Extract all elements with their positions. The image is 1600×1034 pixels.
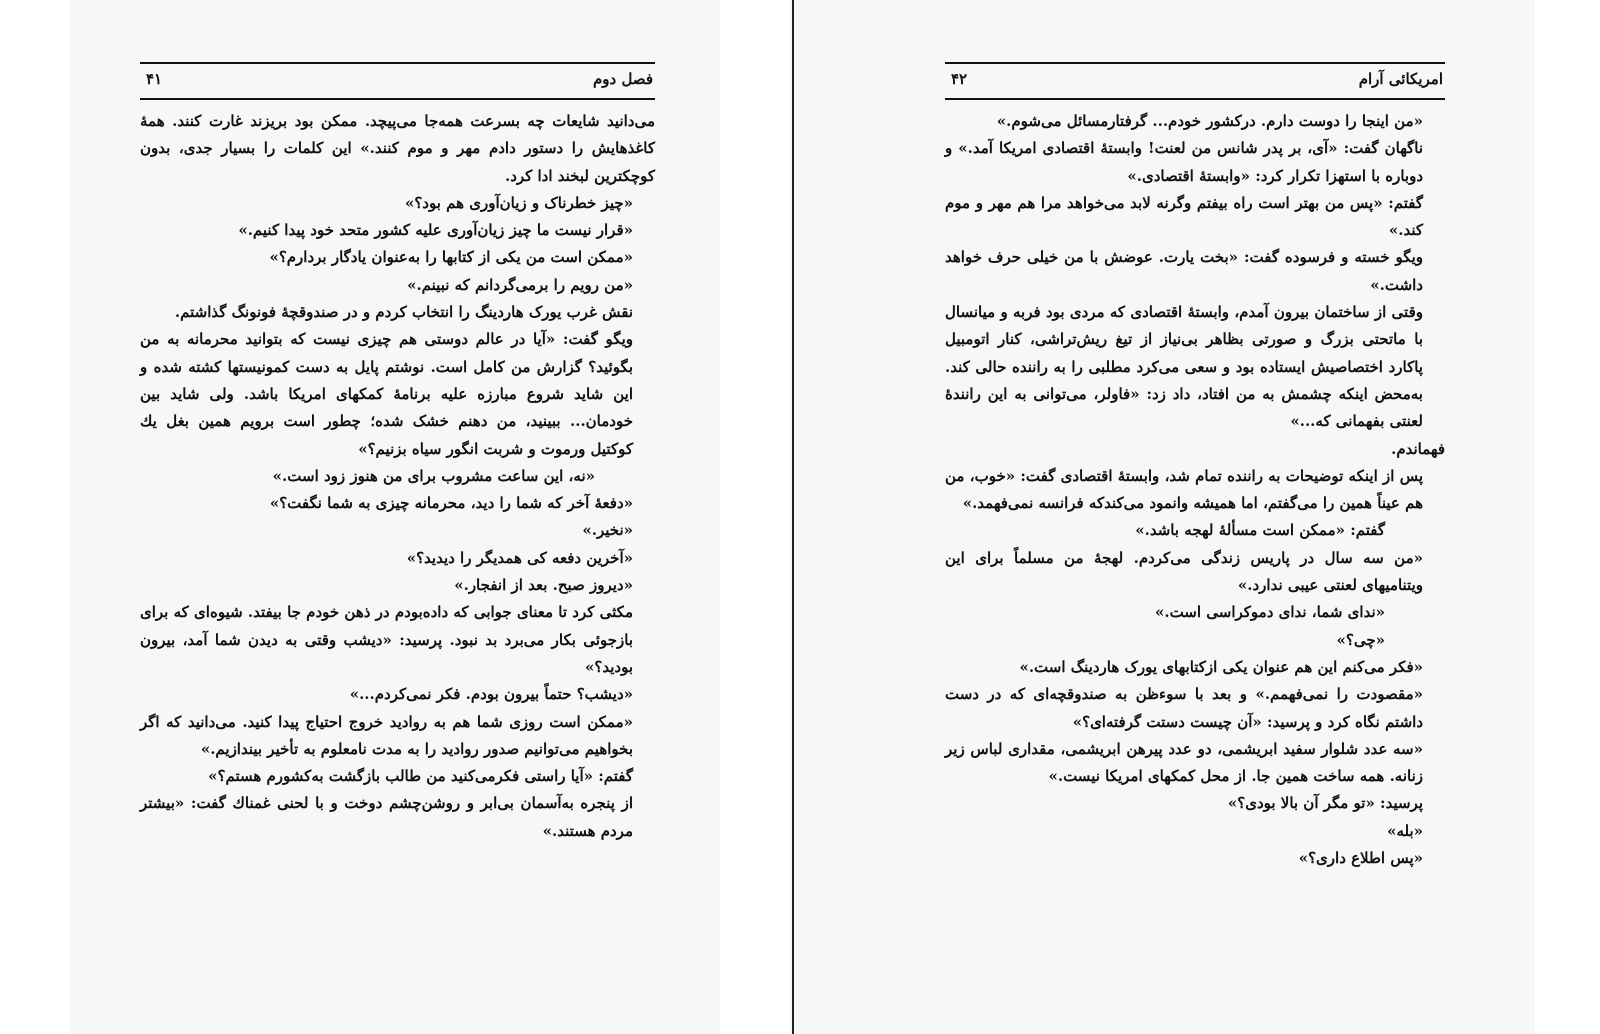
paragraph: «سه عدد شلوار سفید ابریشمی، دو عدد پیرهن ابریشمی، مقداری لباس زیر زنانه. همه ساخت همین جا. از محل کمکهای امریکا نیست.» bbox=[945, 739, 1423, 786]
paragraph: «ندای شما، ندای دموکراسی است.» bbox=[1154, 603, 1385, 622]
book-gutter-line bbox=[792, 0, 794, 1034]
right-page bbox=[945, 62, 1445, 872]
left-page bbox=[140, 62, 655, 845]
paragraph: «فکر می‌کنم این هم عنوان یکی ازکتابهای یورک هاردینگ است.» bbox=[1019, 657, 1423, 676]
paragraph: «من اینجا را دوست دارم. درکشور خودم... گرفتارمسائل می‌شوم.» bbox=[996, 112, 1423, 130]
paragraph: «دفعهٔ آخر که شما را دید، محرمانه چیزی به شما نگفت؟» bbox=[269, 494, 633, 513]
paragraph: مکثی کرد تا معنای جوابی که داده‌بودم در ذهن خودم جا بیفتد. شیوه‌ای که برای بازجوئی بکار می‌برد بد نبود. پرسید: «دیشب وقتی به دیدن شما آمد، بیرون بودید؟» bbox=[140, 603, 633, 676]
paragraph: «مقصودت را نمی‌فهمم.» و بعد با سوءظن به صندوقچه‌ای که در دست داشتم نگاه کرد و پرسید: «آن چیست دستت گرفته‌ای؟» bbox=[945, 685, 1423, 731]
paragraph: فهماندم. bbox=[1391, 439, 1445, 458]
left-page-text bbox=[140, 108, 655, 845]
paragraph: ویگو گفت: «آیا در عالم دوستی هم چیزی نیست که بتوانید محرمانه به من بگوئید؟ گزارش من کامل است. نوشتم پایل به دست کمونیستها کشته شده و این شاید شروع مبارزه علیه برنامهٔ کمکهای امریکا باشد. ولی شاید بین خودمان... ببینید، من دهنم خشک شده؛ چطور است برویم همین بغل یك کوکتیل ورموت و شربت انگور سیاه بزنیم؟» bbox=[140, 330, 633, 458]
paragraph: «ممکن است من یکی از کتابها را به‌عنوان یادگار بردارم؟» bbox=[269, 248, 633, 267]
paragraph: از پنجره به‌آسمان بی‌ابر و روشن‌چشم دوخت و با لحنی غمناك گفت: «بیشتر مردم هستند.» bbox=[140, 794, 633, 840]
paragraph: «چیز خطرناک و زیان‌آوری هم بود؟» bbox=[404, 193, 633, 212]
paragraph: می‌دانید شایعات چه بسرعت همه‌جا می‌پیچد. ممکن بود بریزند غارت کنند. همهٔ کاغذهایش را دستور دادم مهر و موم کنند.» این کلمات را بسیار جدی، بدون کوچکترین لبخند ادا کرد. bbox=[140, 112, 655, 185]
paragraph: ویگو خسته و فرسوده گفت: «بخت یارت. عوضش با من خیلی حرف خواهد داشت.» bbox=[945, 248, 1423, 294]
paragraph: گفتم: «آیا راستی فکرمی‌کنید من طالب بازگشت به‌کشورم هستم؟» bbox=[208, 767, 633, 786]
paragraph: وقتی از ساختمان بیرون آمدم، وابستهٔ اقتصادی که مردی بود فربه و میانسال با ماتحتی بزرگ و صورتی بظاهر بی‌نیاز از تیغ ریش‌تراشی، کنار اتومبیل پاکارد اختصاصیش ایستاده بود و سعی می‌کرد مطلبی را به راننده حالی کند. به‌محض اینکه چشمش به من افتاد، داد زد: «فاولر، می‌توانی به این رانندهٔ لعنتی بفهمانی که...» bbox=[945, 303, 1423, 431]
paragraph: «من سه سال در پاریس زندگی می‌کردم. لهجهٔ من مسلماً برای این ویتنامیهای لعنتی عیبی ندارد.» bbox=[945, 548, 1423, 595]
paragraph: «نخیر.» bbox=[582, 521, 633, 540]
paragraph: «دیروز صبح. بعد از انفجار.» bbox=[454, 576, 633, 595]
right-page-header bbox=[945, 62, 1445, 100]
paragraph: «آخرین دفعه کی همدیگر را دیدید؟» bbox=[406, 548, 633, 567]
paragraph: نقش غرب یورک هاردینگ را انتخاب کردم و در صندوقچهٔ فونونگ گذاشتم. bbox=[174, 303, 633, 322]
paragraph: «پس اطلاع داری؟» bbox=[1298, 849, 1423, 868]
book-title: امریکائی آرام bbox=[1358, 70, 1443, 88]
paragraph: «نه، این ساعت مشروب برای من هنوز زود است.» bbox=[272, 466, 595, 485]
paragraph: «دیشب؟ حتماً بیرون بودم. فکر نمی‌کردم...» bbox=[349, 685, 633, 704]
right-page-text bbox=[945, 108, 1445, 872]
paragraph: «چی؟» bbox=[1336, 630, 1385, 649]
paragraph: گفتم: «پس من بهتر است راه بیفتم وگرنه لابد می‌خواهد مرا هم مهر و موم کند.» bbox=[945, 193, 1423, 240]
chapter-title: فصل دوم bbox=[593, 70, 653, 88]
page-number-right: ۴۲ bbox=[951, 70, 968, 88]
paragraph: پس از اینکه توضیحات به راننده تمام شد، وابستهٔ اقتصادی گفت: «خوب، من هم عیناً همین را می‌گفتم، اما همیشه وانمود می‌کندکه فرانسه نمی‌فهمد.» bbox=[945, 466, 1423, 513]
paragraph: ناگهان گفت: «آی، بر پدر شانس من لعنت! وابستهٔ اقتصادی امریکا آمد.» و دوباره با استهزا تکرار کرد: «وابستهٔ اقتصادی.» bbox=[945, 139, 1423, 185]
paragraph: «قرار نیست ما چیز زیان‌آوری علیه کشور متحد خود پیدا کنیم.» bbox=[238, 221, 633, 240]
left-page-header bbox=[140, 62, 655, 100]
paragraph: گفتم: «ممکن است مسألهٔ لهجه باشد.» bbox=[1135, 521, 1385, 540]
paragraph: «بله» bbox=[1387, 821, 1423, 840]
page-number-left: ۴۱ bbox=[146, 70, 163, 88]
paragraph: «ممکن است روزی شما هم به روادید خروج احتیاج پیدا کنید. می‌دانید که اگر بخواهیم می‌توانیم صدور روادید را به مدت نامعلوم به تأخیر بیندازیم.» bbox=[140, 712, 633, 758]
paragraph: پرسید: «تو مگر آن بالا بودی؟» bbox=[1227, 794, 1423, 813]
paragraph: «من رویم را برمی‌گردانم که نبینم.» bbox=[407, 275, 633, 294]
